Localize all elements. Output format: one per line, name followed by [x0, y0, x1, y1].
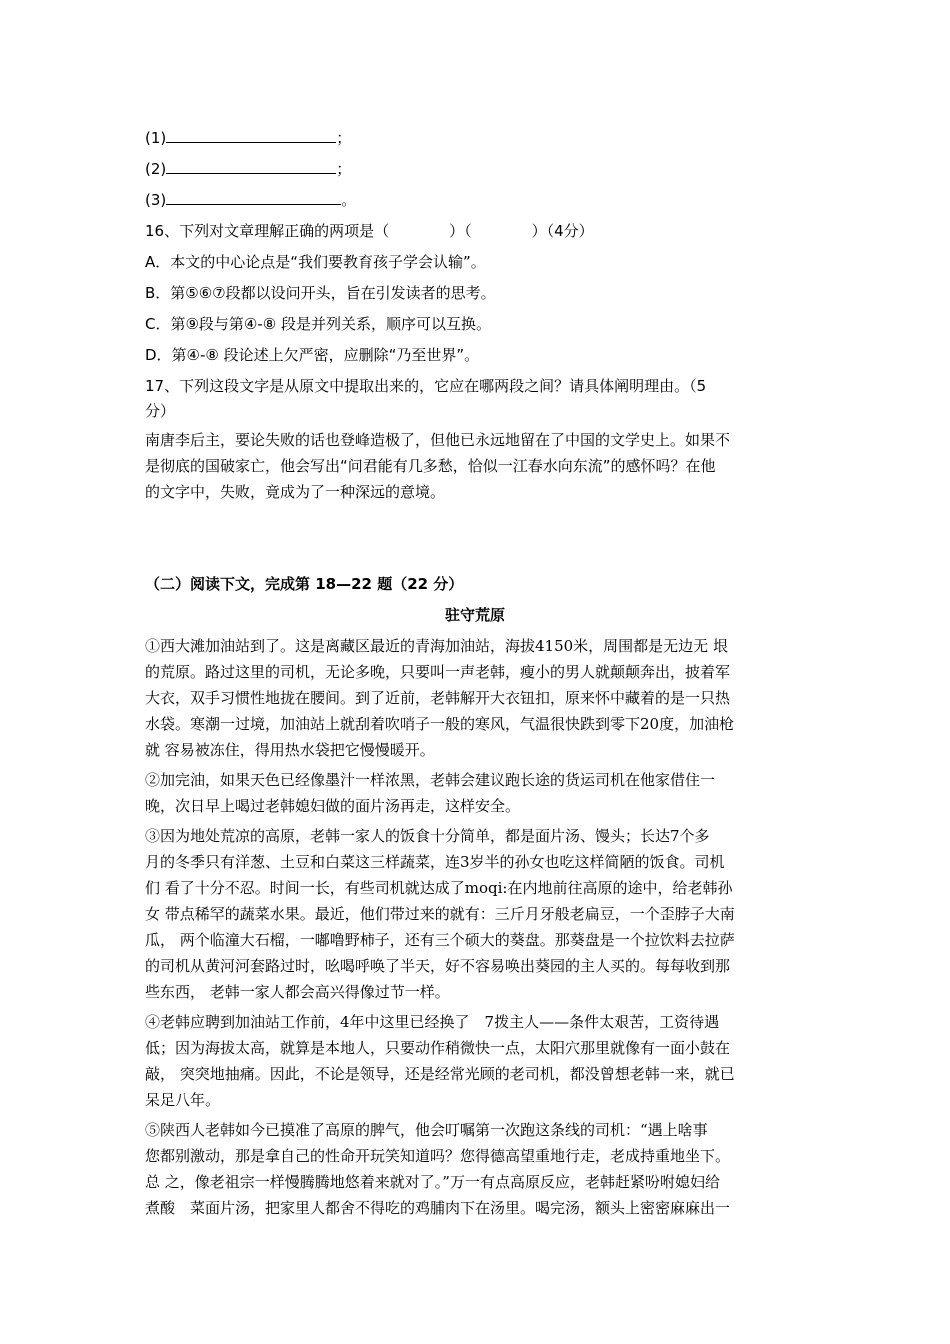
article-title: 驻守荒原 [444, 606, 505, 624]
question-17-excerpt-line: 南唐李后主，要论失败的话也登峰造极了，但他已永远地留在了中国的文学史上。如果不 [145, 431, 731, 449]
article-line: 呆足八年。 [145, 1091, 221, 1109]
article-line: 您都别激动，那是拿自己的性命开玩笑知道吗？您得德高望重地行走，老成持重地坐下。 [145, 1147, 731, 1165]
question-16-option-b: B．第⑤⑥⑦段都以设问开头，旨在引发读者的思考。 [145, 284, 496, 302]
article-line: ⑤陕西人老韩如今已摸准了高原的脾气，他会叮嘱第一次跑这条线的司机：“遇上啥事 [145, 1121, 708, 1139]
answer-underline[interactable] [166, 128, 336, 143]
question-16-option-c: C．第⑨段与第④-⑧ 段是并列关系，顺序可以互换。 [145, 315, 491, 333]
article-line: 总 之，像老祖宗一样慢腾腾地悠着来就对了。”万一有点高原反应，老韩赶紧吩咐媳妇给 [145, 1173, 720, 1191]
article-line: 水袋。寒潮一过境，加油站上就刮着吹哨子一般的寒风，气温很快跌到零下20度，加油枪 [145, 715, 735, 733]
article-line: 些东西， 老韩一家人都会高兴得像过节一样。 [145, 983, 450, 1001]
article-line: ③因为地处荒凉的高原，老韩一家人的饭食十分简单，都是面片汤、馒头；长达7个多 [145, 827, 710, 845]
blank-punctuation: ； [336, 160, 352, 178]
article-line: 低；因为海拔太高，就算是本地人，只要动作稍微快一点，太阳穴那里就像有一面小鼓在 [145, 1039, 731, 1057]
question-17-excerpt-line: 是彻底的国破家亡，他会写出“问君能有几多愁，恰似一江春水向东流”的感怀吗？在他 [145, 457, 716, 475]
article-line: 煮酸 菜面片汤，把家里人都舍不得吃的鸡脯肉下在汤里。喝完汤，额头上密密麻麻出一 [145, 1199, 731, 1217]
blank-punctuation: 。 [341, 191, 357, 209]
question-16-option-a: A．本文的中心论点是“我们要教育孩子学会认输”。 [145, 253, 486, 271]
article-line: 瓜， 两个临潼大石榴，一嘟噜野柿子，还有三个硕大的葵盘。那葵盘是一个拉饮料去拉萨 [145, 931, 735, 949]
article-line: 月的冬季只有洋葱、土豆和白菜这三样蔬菜，连3岁半的孙女也吃这样简陋的饭食。司机 [145, 853, 725, 871]
blank-number: (1) [145, 129, 167, 147]
section-heading: （二）阅读下文，完成第 18—22 题（22 分） [145, 575, 464, 593]
question-17-excerpt-line: 的文字中，失败，竟成为了一种深远的意境。 [145, 483, 446, 501]
question-16-stem: 16、下列对文章理解正确的两项是（ ）（ ）（4分） [145, 222, 594, 240]
answer-blank-3 [145, 190, 356, 210]
question-17-stem-cont: 分） [145, 402, 176, 420]
article-line: ②加完油，如果天色已经像墨汁一样浓黑，老韩会建议跑长途的货运司机在他家借住一 [145, 771, 716, 789]
answer-underline[interactable] [166, 190, 341, 205]
blank-punctuation: ； [336, 129, 352, 147]
question-17-stem: 17、下列这段文字是从原文中提取出来的，它应在哪两段之间？请具体阐明理由。（5 [145, 377, 707, 395]
blank-number: (3) [145, 191, 167, 209]
answer-blank-2 [145, 159, 351, 179]
article-line: 的司机从黄河河套路过时，吆喝呼唤了半天，好不容易唤出葵园的主人买的。每每收到那 [145, 957, 731, 975]
article-line: 敲， 突突地抽痛。因此，不论是领导，还是经常光顾的老司机，都没曾想老韩一来，就已 [145, 1065, 735, 1083]
article-line: 大衣，双手习惯性地拢在腰间。到了近前，老韩解开大衣钮扣，原来怀中藏着的是一只热 [145, 689, 731, 707]
answer-underline[interactable] [166, 159, 336, 174]
article-line: 就 容易被冻住，得用热水袋把它慢慢暖开。 [145, 741, 435, 759]
article-line: 女 带点稀罕的蔬菜水果。最近，他们带过来的就有：三斤月牙般老扁豆，一个歪脖子大南 [145, 905, 735, 923]
article-line: 们 看了十分不忍。时间一长，有些司机就达成了moqi:在内地前往高原的途中，给老韩孙 [145, 879, 733, 897]
article-line: 的荒原。路过这里的司机，无论多晚，只要叫一声老韩，瘦小的男人就颠颠奔出，披着军 [145, 663, 731, 681]
article-line: ④老韩应聘到加油站工作前，4年中这里已经换了 7拨主人——条件太艰苦，工资待遇 [145, 1013, 720, 1031]
article-line: 晚，次日早上喝过老韩媳妇做的面片汤再走，这样安全。 [145, 797, 521, 815]
question-16-option-d: D．第④-⑧ 段论述上欠严密，应删除“乃至世界”。 [145, 346, 480, 364]
blank-number: (2) [145, 160, 167, 178]
article-line: ①西大滩加油站到了。这是离藏区最近的青海加油站，海拔4150米，周围都是无边无 垠 [145, 637, 728, 655]
answer-blank-1 [145, 128, 351, 148]
